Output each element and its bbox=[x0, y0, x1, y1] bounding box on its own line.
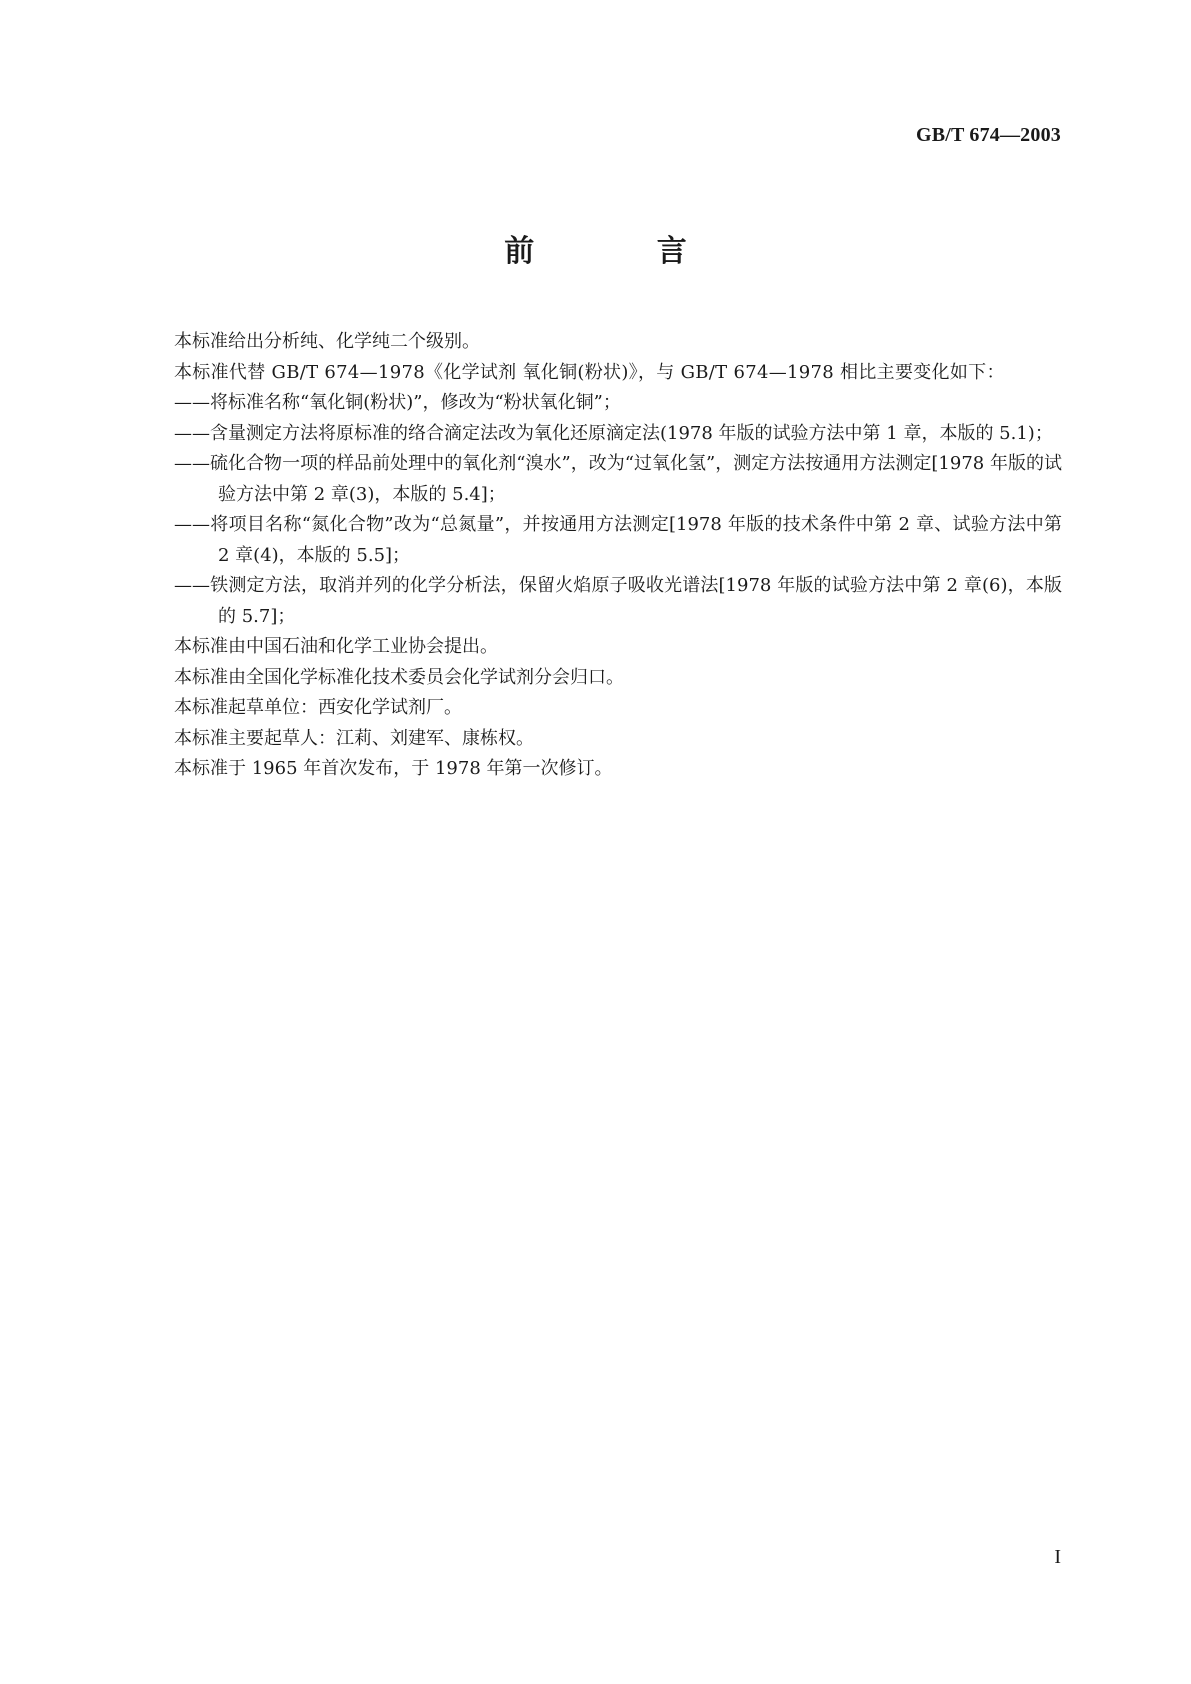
paragraph-centralized: 本标准由全国化学标准化技术委员会化学试剂分会归口。 bbox=[174, 666, 624, 688]
change-item: ——铁测定方法，取消并列的化学分析法，保留火焰原子吸收光谱法[1978 年版的试验方法中第 2 章(6)，本版的 5.7]； bbox=[174, 575, 1062, 627]
paragraph-grades: 本标准给出分析纯、化学纯二个级别。 bbox=[174, 331, 480, 352]
paragraph-history: 本标准于 1965 年首次发布，于 1978 年第一次修订。 bbox=[174, 758, 613, 779]
paragraph-replaces: 本标准代替 GB/T 674—1978《化学试剂 氧化铜(粉状)》，与 GB/T 674—1978 相比主要变化如下： bbox=[174, 361, 1005, 383]
page-title: 前 言 bbox=[504, 234, 743, 269]
change-item: ——将标准名称“氧化铜(粉状)”，修改为“粉状氧化铜”； bbox=[174, 392, 621, 413]
page-number: I bbox=[1054, 1546, 1061, 1568]
paragraph-drafting-unit: 本标准起草单位：西安化学试剂厂。 bbox=[174, 697, 462, 718]
change-item: ——将项目名称“氮化合物”改为“总氮量”，并按通用方法测定[1978 年版的技术条件中第 2 章、试验方法中第 2 章(4)，本版的 5.5]； bbox=[174, 514, 1062, 566]
change-item: ——硫化合物一项的样品前处理中的氧化剂“溴水”，改为“过氧化氢”，测定方法按通用方法测定[1978 年版的试验方法中第 2 章(3)，本版的 5.4]； bbox=[174, 453, 1062, 505]
paragraph-drafters: 本标准主要起草人：江莉、刘建军、康栋权。 bbox=[174, 727, 534, 749]
standard-code: GB/T 674—2003 bbox=[915, 124, 1061, 146]
foreword-body bbox=[130, 327, 1062, 785]
change-item: ——含量测定方法将原标准的络合滴定法改为氧化还原滴定法(1978 年版的试验方法中第 1 章，本版的 5.1)； bbox=[174, 422, 1053, 444]
paragraph-proposer: 本标准由中国石油和化学工业协会提出。 bbox=[174, 636, 498, 657]
